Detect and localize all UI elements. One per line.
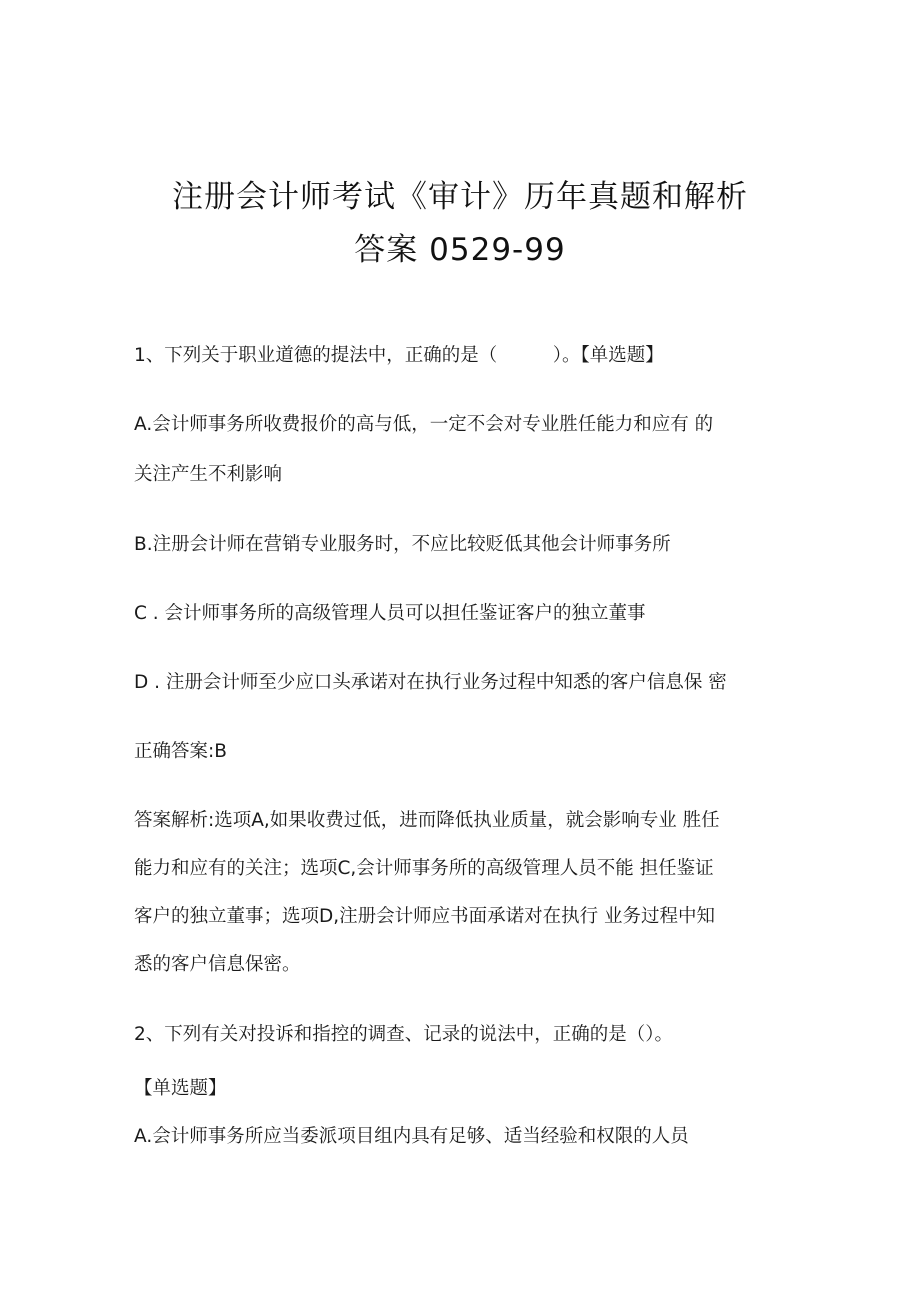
question-2-option-a: A.会计师事务所应当委派项目组内具有足够、适当经验和权限的人员 [134, 1126, 689, 1147]
question-1-answer: 正确答案:B [134, 741, 227, 762]
question-1-option-a-continued: 关注产生不利影响 [134, 464, 283, 485]
document-title: 注册会计师考试《审计》历年真题和解析 [172, 179, 748, 215]
document-title-suffix: 答案 0529-99 [354, 232, 566, 268]
question-1-explanation: 答案解析:选项A,如果收费过低，进而降低执业质量，就会影响专业 胜任 [134, 810, 720, 831]
question-1-explanation-line-4: 悉的客户信息保密。 [134, 954, 301, 975]
question-2-type: 【单选题】 [134, 1078, 227, 1099]
question-1-stem: 1、下列关于职业道德的提法中，正确的是（ ）。【单选题】 [134, 345, 664, 366]
question-1-option-c: C . 会计师事务所的高级管理人员可以担任鉴证客户的独立董事 [134, 603, 646, 624]
question-1-option-b: B.注册会计师在营销专业服务时，不应比较贬低其他会计师事务所 [134, 534, 671, 555]
question-1-option-d: D . 注册会计师至少应口头承诺对在执行业务过程中知悉的客户信息保 密 [134, 672, 727, 693]
question-1-explanation-line-2: 能力和应有的关注；选项C,会计师事务所的高级管理人员不能 担任鉴证 [134, 858, 714, 879]
question-1-option-a: A.会计师事务所收费报价的高与低，一定不会对专业胜任能力和应有 的 [134, 414, 714, 435]
question-1-explanation-line-3: 客户的独立董事；选项D,注册会计师应书面承诺对在执行 业务过程中知 [134, 906, 716, 927]
question-2-stem: 2、下列有关对投诉和指控的调查、记录的说法中，正确的是（）。 [134, 1024, 674, 1045]
